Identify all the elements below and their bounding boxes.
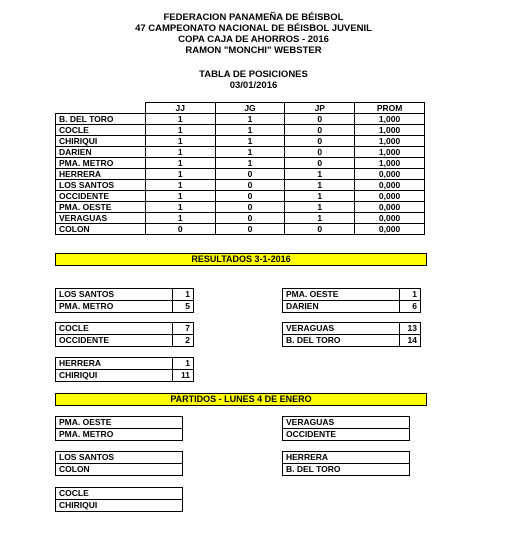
team-cell: OCCIDENTE xyxy=(56,191,146,202)
standings-row xyxy=(56,191,425,202)
header-federation: FEDERACION PANAMEÑA DE BÉISBOL xyxy=(163,12,344,23)
results-banner: RESULTADOS 3-1-2016 xyxy=(55,253,427,266)
jj-cell: 1 xyxy=(145,180,215,191)
team-name: B. DEL TORO xyxy=(283,464,410,476)
jg-cell: 1 xyxy=(215,125,285,136)
standings-row xyxy=(56,213,425,224)
jp-cell: 1 xyxy=(285,191,355,202)
prom-cell: 1,000 xyxy=(355,158,425,169)
jj-cell: 1 xyxy=(145,114,215,125)
prom-cell: 1,000 xyxy=(355,147,425,158)
team-score: 5 xyxy=(173,301,194,313)
team-score: 7 xyxy=(173,323,194,335)
jj-cell: 0 xyxy=(145,224,215,235)
team-name: VERAGUAS xyxy=(283,323,400,335)
jj-cell: 1 xyxy=(145,147,215,158)
header-jj: JJ xyxy=(145,103,215,114)
upcoming-game-4 xyxy=(282,451,410,476)
team-name: OCCIDENTE xyxy=(283,429,410,441)
prom-cell: 1,000 xyxy=(355,136,425,147)
team-cell: COCLE xyxy=(56,125,146,136)
document-header xyxy=(0,12,507,56)
prom-cell: 0,000 xyxy=(355,191,425,202)
standings-body xyxy=(56,114,425,235)
team-cell: B. DEL TORO xyxy=(56,114,146,125)
team-cell: DARIEN xyxy=(56,147,146,158)
team-score: 13 xyxy=(400,323,421,335)
prom-cell: 0,000 xyxy=(355,224,425,235)
upcoming-game-1 xyxy=(55,416,183,441)
header-championship: 47 CAMPEONATO NACIONAL DE BÉISBOL JUVENIL xyxy=(135,23,372,34)
jj-cell: 1 xyxy=(145,125,215,136)
standings-row xyxy=(56,114,425,125)
jp-cell: 0 xyxy=(285,224,355,235)
team-name: PMA. METRO xyxy=(56,301,173,313)
standings-row xyxy=(56,147,425,158)
standings-header-row xyxy=(56,103,425,114)
team-name: PMA. OESTE xyxy=(56,417,183,429)
jp-cell: 1 xyxy=(285,180,355,191)
team-cell: PMA. METRO xyxy=(56,158,146,169)
standings-row xyxy=(56,180,425,191)
result-game-1 xyxy=(55,288,194,313)
jg-cell: 0 xyxy=(215,224,285,235)
jj-cell: 1 xyxy=(145,202,215,213)
team-score: 1 xyxy=(173,289,194,301)
jp-cell: 1 xyxy=(285,202,355,213)
team-cell: HERRERA xyxy=(56,169,146,180)
standings-date: 03/01/2016 xyxy=(229,80,278,91)
header-prom: PROM xyxy=(355,103,425,114)
team-name: OCCIDENTE xyxy=(56,335,173,347)
jg-cell: 1 xyxy=(215,158,285,169)
jj-cell: 1 xyxy=(145,158,215,169)
header-jg: JG xyxy=(215,103,285,114)
jp-cell: 0 xyxy=(285,125,355,136)
prom-cell: 1,000 xyxy=(355,114,425,125)
jg-cell: 0 xyxy=(215,202,285,213)
team-score: 1 xyxy=(400,289,421,301)
jg-cell: 0 xyxy=(215,213,285,224)
jp-cell: 1 xyxy=(285,169,355,180)
jg-cell: 1 xyxy=(215,114,285,125)
team-name: B. DEL TORO xyxy=(283,335,400,347)
standings-table xyxy=(55,102,425,235)
team-name: PMA. OESTE xyxy=(283,289,400,301)
upcoming-game-5 xyxy=(55,487,183,512)
result-game-2 xyxy=(282,288,421,313)
jj-cell: 1 xyxy=(145,169,215,180)
team-name: VERAGUAS xyxy=(283,417,410,429)
jp-cell: 1 xyxy=(285,213,355,224)
result-game-4 xyxy=(282,322,421,347)
standings-row xyxy=(56,202,425,213)
jg-cell: 0 xyxy=(215,180,285,191)
team-name: CHIRIQUI xyxy=(56,370,173,382)
result-game-5 xyxy=(55,357,194,382)
team-cell: COLON xyxy=(56,224,146,235)
result-game-3 xyxy=(55,322,194,347)
jp-cell: 0 xyxy=(285,147,355,158)
team-score: 14 xyxy=(400,335,421,347)
prom-cell: 0,000 xyxy=(355,202,425,213)
team-score: 11 xyxy=(173,370,194,382)
header-cup: COPA CAJA DE AHORROS - 2016 xyxy=(178,34,329,45)
team-cell: CHIRIQUI xyxy=(56,136,146,147)
team-cell: VERAGUAS xyxy=(56,213,146,224)
team-name: PMA. METRO xyxy=(56,429,183,441)
team-name: COCLE xyxy=(56,488,183,500)
team-name: LOS SANTOS xyxy=(56,452,183,464)
standings-row xyxy=(56,125,425,136)
standings-row xyxy=(56,169,425,180)
team-name: DARIEN xyxy=(283,301,400,313)
jj-cell: 1 xyxy=(145,136,215,147)
team-name: HERRERA xyxy=(56,358,173,370)
jg-cell: 0 xyxy=(215,169,285,180)
team-name: HERRERA xyxy=(283,452,410,464)
team-score: 6 xyxy=(400,301,421,313)
team-cell: LOS SANTOS xyxy=(56,180,146,191)
prom-cell: 0,000 xyxy=(355,213,425,224)
team-score: 2 xyxy=(173,335,194,347)
upcoming-game-2 xyxy=(282,416,410,441)
standings-title: TABLA DE POSICIONES xyxy=(199,69,308,80)
standings-row xyxy=(56,224,425,235)
team-name: LOS SANTOS xyxy=(56,289,173,301)
prom-cell: 0,000 xyxy=(355,180,425,191)
jg-cell: 0 xyxy=(215,191,285,202)
header-dedication: RAMON "MONCHI" WEBSTER xyxy=(185,45,322,56)
standings-header xyxy=(0,69,507,91)
team-name: CHIRIQUI xyxy=(56,500,183,512)
jj-cell: 1 xyxy=(145,191,215,202)
team-name: COLON xyxy=(56,464,183,476)
header-blank xyxy=(56,103,146,114)
team-score: 1 xyxy=(173,358,194,370)
jp-cell: 0 xyxy=(285,158,355,169)
upcoming-banner: PARTIDOS - LUNES 4 DE ENERO xyxy=(55,393,427,406)
prom-cell: 0,000 xyxy=(355,169,425,180)
jg-cell: 1 xyxy=(215,147,285,158)
standings-row xyxy=(56,158,425,169)
jp-cell: 0 xyxy=(285,136,355,147)
standings-row xyxy=(56,136,425,147)
team-cell: PMA. OESTE xyxy=(56,202,146,213)
upcoming-game-3 xyxy=(55,451,183,476)
header-jp: JP xyxy=(285,103,355,114)
team-name: COCLE xyxy=(56,323,173,335)
jp-cell: 0 xyxy=(285,114,355,125)
prom-cell: 1,000 xyxy=(355,125,425,136)
jj-cell: 1 xyxy=(145,213,215,224)
jg-cell: 1 xyxy=(215,136,285,147)
